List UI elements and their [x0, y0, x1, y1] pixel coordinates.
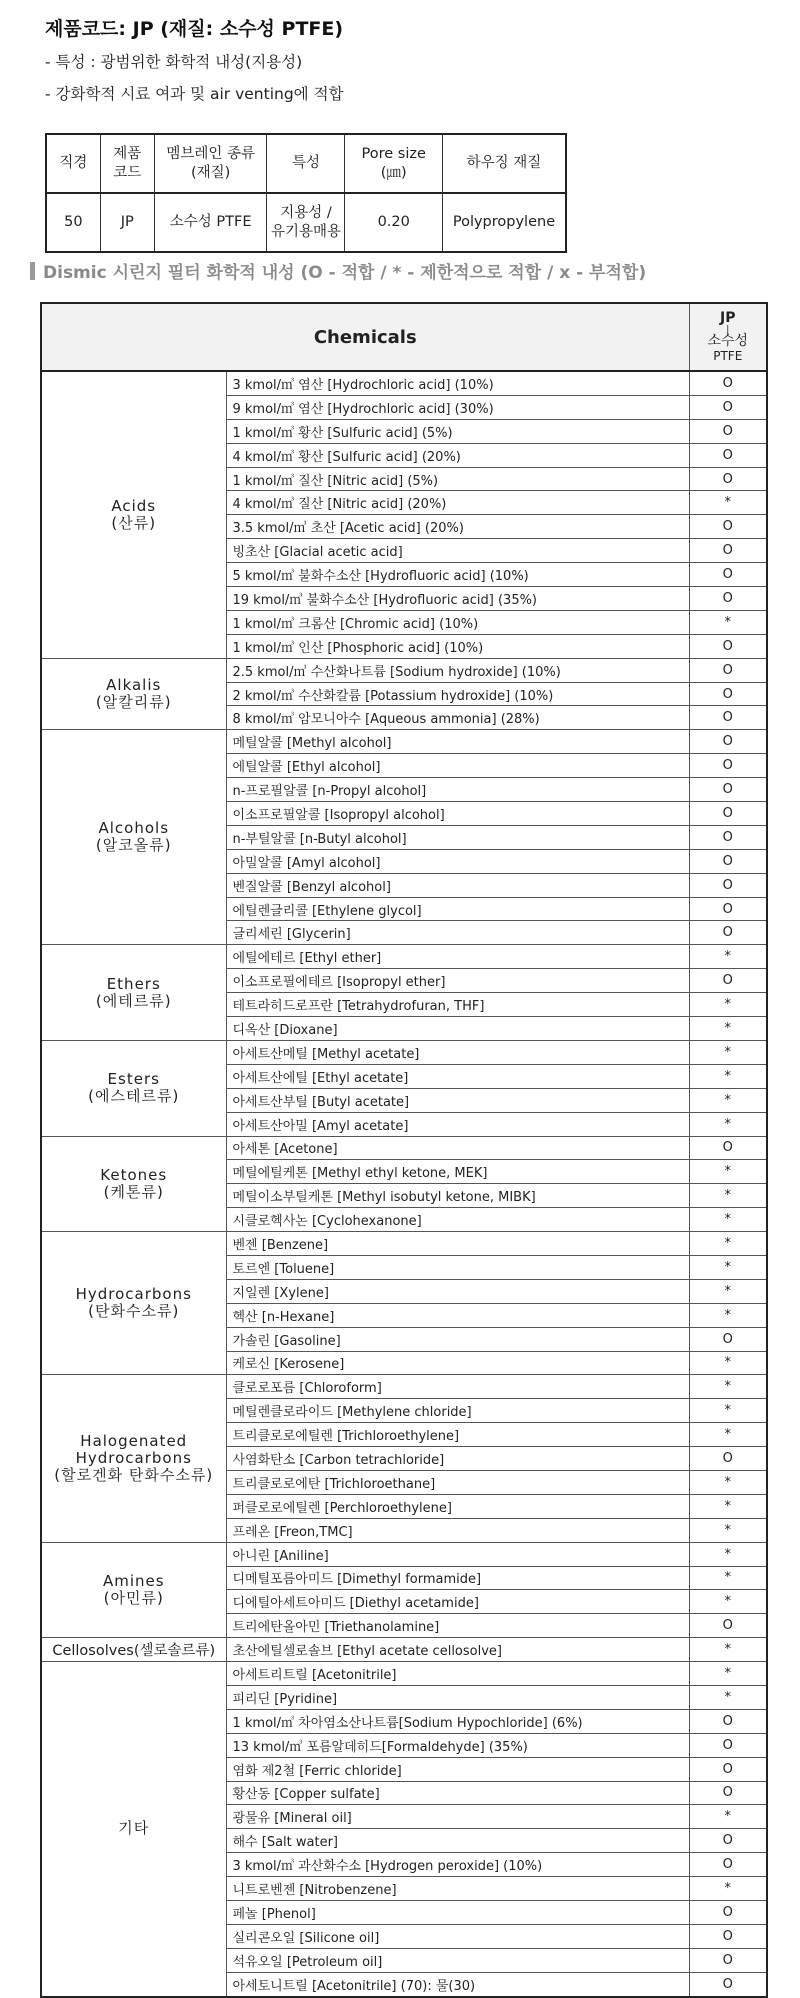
chem-name: 염화 제2철 [Ferric chloride] — [226, 1757, 689, 1781]
chem-name: 메틸이소부틸케톤 [Methyl isobutyl ketone, MIBK] — [226, 1184, 689, 1208]
chem-rating: O — [689, 873, 767, 897]
chem-rating: O — [689, 1709, 767, 1733]
chem-rating: * — [689, 1375, 767, 1399]
chem-rating: * — [689, 1064, 767, 1088]
chem-rating: O — [689, 443, 767, 467]
chem-name: 페놀 [Phenol] — [226, 1901, 689, 1925]
chem-name: 이소프로필에테르 [Isopropyl ether] — [226, 969, 689, 993]
chem-rating: O — [689, 1136, 767, 1160]
chem-name: 9 kmol/㎥ 염산 [Hydrochloric acid] (30%) — [226, 395, 689, 419]
chem-name: 4 kmol/㎥ 질산 [Nitric acid] (20%) — [226, 491, 689, 515]
chem-name: 빙초산 [Glacial acetic acid] — [226, 539, 689, 563]
chem-name: 디에틸아세트아미드 [Diethyl acetamide] — [226, 1590, 689, 1614]
spec-header-diameter: 직경 — [46, 134, 100, 193]
chem-rating: * — [689, 1232, 767, 1256]
chem-rating: O — [689, 754, 767, 778]
chem-name: 2 kmol/㎥ 수산화칼륨 [Potassium hydroxide] (10%) — [226, 682, 689, 706]
chem-category — [41, 1136, 226, 1232]
chem-rating: O — [689, 897, 767, 921]
chem-category-label: Alcohols — [98, 819, 170, 838]
chem-rating: O — [689, 1972, 767, 1996]
chem-category-label: Ethers — [106, 974, 161, 993]
chem-name: 퍼클로로에틸렌 [Perchloroethylene] — [226, 1494, 689, 1518]
chem-rating: O — [689, 802, 767, 826]
spec-header-membrane: 멤브레인 종류 (재질) — [154, 134, 267, 193]
chem-name: 석유오일 [Petroleum oil] — [226, 1948, 689, 1972]
chem-rating: * — [689, 1279, 767, 1303]
chem-name: 2.5 kmol/㎥ 수산화나트륨 [Sodium hydroxide] (10%) — [226, 658, 689, 682]
chem-category-label: Ketones — [100, 1165, 168, 1184]
chem-category-label: (탄화수소류) — [88, 1302, 180, 1321]
chem-rating: * — [689, 610, 767, 634]
chem-name: 4 kmol/㎥ 황산 [Sulfuric acid] (20%) — [226, 443, 689, 467]
chem-rating: O — [689, 706, 767, 730]
chem-name: 니트로벤젠 [Nitrobenzene] — [226, 1877, 689, 1901]
chem-category-label: (알코올류) — [95, 836, 172, 855]
chem-name: 1 kmol/㎥ 질산 [Nitric acid] (5%) — [226, 467, 689, 491]
product-title: 제품코드: JP (재질: 소수성 PTFE) — [45, 18, 344, 40]
feature-line: - 특성 : 광범위한 화학적 내성(지용성) — [45, 53, 303, 71]
chem-category — [41, 1040, 226, 1136]
chem-name: 아세트산부틸 [Butyl acetate] — [226, 1088, 689, 1112]
chem-name: 디옥산 [Dioxane] — [226, 1017, 689, 1041]
chem-category — [41, 371, 226, 658]
chem-category-label: Cellosolves(셀로솔르류) — [52, 1643, 216, 1660]
chem-rating: O — [689, 825, 767, 849]
chem-rating: O — [689, 563, 767, 587]
chem-rating: * — [689, 1590, 767, 1614]
chem-category-label: (알칼리류) — [95, 693, 172, 712]
chem-rating: * — [689, 1160, 767, 1184]
chem-rating: O — [689, 371, 767, 395]
chem-name: 광물유 [Mineral oil] — [226, 1805, 689, 1829]
chem-category-label: (아민류) — [103, 1588, 164, 1607]
chem-name: 실리콘오일 [Silicone oil] — [226, 1924, 689, 1948]
chem-header-jp-code: JP — [720, 309, 736, 326]
chem-name: 프레온 [Freon,TMC] — [226, 1518, 689, 1542]
chem-rating: O — [689, 1924, 767, 1948]
chem-name: 아세톤 [Acetone] — [226, 1136, 689, 1160]
chem-name: 3.5 kmol/㎥ 초산 [Acetic acid] (20%) — [226, 515, 689, 539]
chem-category-label: Acids — [111, 496, 157, 515]
spec-header-pore-size: Pore size (㎛) — [345, 134, 443, 193]
chem-name: 13 kmol/㎥ 포름알데히드[Formaldehyde] (35%) — [226, 1733, 689, 1757]
chem-rating: * — [689, 1423, 767, 1447]
chem-name: 트리에탄올아민 [Triethanolamine] — [226, 1614, 689, 1638]
chem-name: 아세트산메틸 [Methyl acetate] — [226, 1040, 689, 1064]
chem-name: 에틸렌글리콜 [Ethylene glycol] — [226, 897, 689, 921]
chem-category-label: (에스테르류) — [88, 1087, 180, 1106]
chem-rating: O — [689, 587, 767, 611]
chem-name: 19 kmol/㎥ 불화수소산 [Hydrofluoric acid] (35%) — [226, 587, 689, 611]
section-heading — [30, 258, 646, 283]
chem-header-jp-ptfe: PTFE — [713, 348, 743, 363]
chem-name: 아세트리트릴 [Acetonitrile] — [226, 1662, 689, 1686]
chem-name: 1 kmol/㎥ 인산 [Phosphoric acid] (10%) — [226, 634, 689, 658]
spec-diameter: 50 — [46, 193, 100, 252]
chem-category-label: 기타 — [118, 1819, 150, 1838]
chem-rating: O — [689, 1733, 767, 1757]
chem-name: 5 kmol/㎥ 불화수소산 [Hydrofluoric acid] (10%) — [226, 563, 689, 587]
chem-rating: O — [689, 1853, 767, 1877]
chem-rating: * — [689, 1088, 767, 1112]
chem-row — [41, 945, 767, 969]
chem-row — [41, 1232, 767, 1256]
spec-table — [45, 133, 567, 253]
chem-rating: * — [689, 491, 767, 515]
section-marker — [30, 262, 35, 280]
spec-data-row — [46, 193, 566, 252]
chem-name: 글리세린 [Glycerin] — [226, 921, 689, 945]
spec-header-property: 특성 — [267, 134, 345, 193]
chem-category-label: Hydrocarbons — [75, 1285, 192, 1304]
chem-name: 아세트산에틸 [Ethyl acetate] — [226, 1064, 689, 1088]
chem-row — [41, 730, 767, 754]
spec-pore-size: 0.20 — [345, 193, 443, 252]
chem-name: 벤질알콜 [Benzyl alcohol] — [226, 873, 689, 897]
chem-category-label: Alkalis — [106, 676, 162, 695]
chem-rating: * — [689, 1040, 767, 1064]
chem-rating: O — [689, 634, 767, 658]
chem-name: 시클로헥사논 [Cyclohexanone] — [226, 1208, 689, 1232]
chem-name: 초산에틸셀로솔브 [Ethyl acetate cellosolve] — [226, 1638, 689, 1662]
chem-category-label: (케톤류) — [103, 1182, 164, 1201]
chem-rating: * — [689, 1351, 767, 1375]
chem-name: 트리클로로에틸렌 [Trichloroethylene] — [226, 1423, 689, 1447]
chem-rating: * — [689, 993, 767, 1017]
chem-rating: O — [689, 778, 767, 802]
chem-row — [41, 1542, 767, 1566]
chem-name: 사염화탄소 [Carbon tetrachloride] — [226, 1447, 689, 1471]
chem-rating: * — [689, 1255, 767, 1279]
chem-name: 클로로포름 [Chloroform] — [226, 1375, 689, 1399]
chem-name: 1 kmol/㎥ 차아염소산나트륨[Sodium Hypochloride] (6%) — [226, 1709, 689, 1733]
chem-category-label: (에테르류) — [95, 991, 172, 1010]
chem-name: 벤젠 [Benzene] — [226, 1232, 689, 1256]
chem-name: 에틸에테르 [Ethyl ether] — [226, 945, 689, 969]
chem-name: 헥산 [n-Hexane] — [226, 1303, 689, 1327]
chem-rating: O — [689, 921, 767, 945]
chem-name: 지일렌 [Xylene] — [226, 1279, 689, 1303]
chem-header-jp-material: 소수성 — [707, 332, 749, 349]
chem-rating: O — [689, 969, 767, 993]
chem-rating: * — [689, 1112, 767, 1136]
chem-rating: * — [689, 1470, 767, 1494]
chem-header-jp — [689, 303, 767, 371]
spec-header-housing: 하우징 재질 — [442, 134, 566, 193]
chem-name: n-프로필알콜 [n-Propyl alcohol] — [226, 778, 689, 802]
spec-membrane: 소수성 PTFE — [154, 193, 267, 252]
chem-name: 가솔린 [Gasoline] — [226, 1327, 689, 1351]
chem-name: 테트라히드로프란 [Tetrahydrofuran, THF] — [226, 993, 689, 1017]
chem-rating: * — [689, 1208, 767, 1232]
chem-category — [41, 1542, 226, 1638]
chem-rating: O — [689, 419, 767, 443]
chem-rating: * — [689, 1494, 767, 1518]
chem-name: 3 kmol/㎥ 염산 [Hydrochloric acid] (10%) — [226, 371, 689, 395]
chem-row — [41, 1638, 767, 1662]
chem-rating: O — [689, 539, 767, 563]
chem-header-row — [41, 303, 767, 371]
chem-header-chemicals: Chemicals — [41, 303, 689, 371]
chem-name: 이소프로필알콜 [Isopropyl alcohol] — [226, 802, 689, 826]
chem-name: 해수 [Salt water] — [226, 1829, 689, 1853]
spec-property: 지용성 / 유기용매용 — [267, 193, 345, 252]
chem-rating: O — [689, 1901, 767, 1925]
spec-header-code: 제품 코드 — [100, 134, 154, 193]
chem-rating: O — [689, 515, 767, 539]
chem-row — [41, 1136, 767, 1160]
chem-rating: O — [689, 1447, 767, 1471]
chem-category-label: Hydrocarbons — [75, 1449, 192, 1468]
chem-header-jp-sep: | — [726, 324, 730, 335]
chem-name: 디메틸포름아미드 [Dimethyl formamide] — [226, 1566, 689, 1590]
chem-name: 피리딘 [Pyridine] — [226, 1685, 689, 1709]
spec-housing: Polypropylene — [442, 193, 566, 252]
chem-category — [41, 1662, 226, 1997]
chem-name: 황산동 [Copper sulfate] — [226, 1781, 689, 1805]
chem-row — [41, 1375, 767, 1399]
chem-name: 메틸렌클로라이드 [Methylene chloride] — [226, 1399, 689, 1423]
chem-name: n-부틸알콜 [n-Butyl alcohol] — [226, 825, 689, 849]
chem-category-label: (산류) — [111, 513, 157, 532]
chem-row — [41, 371, 767, 395]
chem-category — [41, 658, 226, 730]
chem-category — [41, 1232, 226, 1375]
chem-rating: * — [689, 1805, 767, 1829]
chem-rating: * — [689, 1685, 767, 1709]
chem-rating: O — [689, 1948, 767, 1972]
chem-rating: O — [689, 682, 767, 706]
chem-rating: * — [689, 1566, 767, 1590]
chem-category-label: (할로겐화 탄화수소류) — [54, 1466, 214, 1485]
chem-row — [41, 1662, 767, 1686]
chem-rating: * — [689, 1303, 767, 1327]
chem-category — [41, 1375, 226, 1542]
chem-name: 토르엔 [Toluene] — [226, 1255, 689, 1279]
chem-rating: O — [689, 1614, 767, 1638]
chemical-resistance-table — [40, 302, 768, 1998]
chem-rating: * — [689, 1542, 767, 1566]
chem-rating: O — [689, 467, 767, 491]
chem-rating: O — [689, 1781, 767, 1805]
chem-category-label: Amines — [102, 1571, 165, 1590]
chem-rating: * — [689, 945, 767, 969]
chem-name: 아세토니트릴 [Acetonitrile] (70): 물(30) — [226, 1972, 689, 1996]
chem-row — [41, 1040, 767, 1064]
chem-rating: * — [689, 1184, 767, 1208]
chem-category-label: Esters — [107, 1070, 160, 1089]
chem-rating: O — [689, 849, 767, 873]
chem-rating: O — [689, 730, 767, 754]
chem-rating: * — [689, 1662, 767, 1686]
chem-rating: O — [689, 1829, 767, 1853]
chem-rating: * — [689, 1877, 767, 1901]
chem-name: 에틸알콜 [Ethyl alcohol] — [226, 754, 689, 778]
chem-name: 1 kmol/㎥ 황산 [Sulfuric acid] (5%) — [226, 419, 689, 443]
chem-name: 3 kmol/㎥ 과산화수소 [Hydrogen peroxide] (10%) — [226, 1853, 689, 1877]
chem-name: 케로신 [Kerosene] — [226, 1351, 689, 1375]
chem-rating: O — [689, 1327, 767, 1351]
chem-name: 8 kmol/㎥ 암모니아수 [Aqueous ammonia] (28%) — [226, 706, 689, 730]
chem-name: 아세트산아밀 [Amyl acetate] — [226, 1112, 689, 1136]
chem-row — [41, 658, 767, 682]
chem-name: 아밀알콜 [Amyl alcohol] — [226, 849, 689, 873]
chem-rating: O — [689, 1757, 767, 1781]
chem-name: 메틸에틸케톤 [Methyl ethyl ketone, MEK] — [226, 1160, 689, 1184]
chem-rating: * — [689, 1399, 767, 1423]
chem-name: 1 kmol/㎥ 크롬산 [Chromic acid] (10%) — [226, 610, 689, 634]
chem-name: 아니린 [Aniline] — [226, 1542, 689, 1566]
chem-category — [41, 730, 226, 945]
spec-header-row — [46, 134, 566, 193]
chem-rating: * — [689, 1518, 767, 1542]
chem-category — [41, 1638, 226, 1662]
chem-rating: * — [689, 1017, 767, 1041]
chem-rating: O — [689, 658, 767, 682]
suitability-line: - 강화학적 시료 여과 및 air venting에 적합 — [45, 85, 344, 103]
chem-name: 트리클로로에탄 [Trichloroethane] — [226, 1470, 689, 1494]
chem-category — [41, 945, 226, 1041]
chem-rating: O — [689, 395, 767, 419]
chem-rating: * — [689, 1638, 767, 1662]
spec-code: JP — [100, 193, 154, 252]
chem-category-label: Halogenated — [80, 1432, 188, 1451]
chem-name: 메틸알콜 [Methyl alcohol] — [226, 730, 689, 754]
section-title: Dismic 시린지 필터 화학적 내성 (O - 적합 / * - 제한적으로 적합 / x - 부적합) — [43, 263, 647, 283]
